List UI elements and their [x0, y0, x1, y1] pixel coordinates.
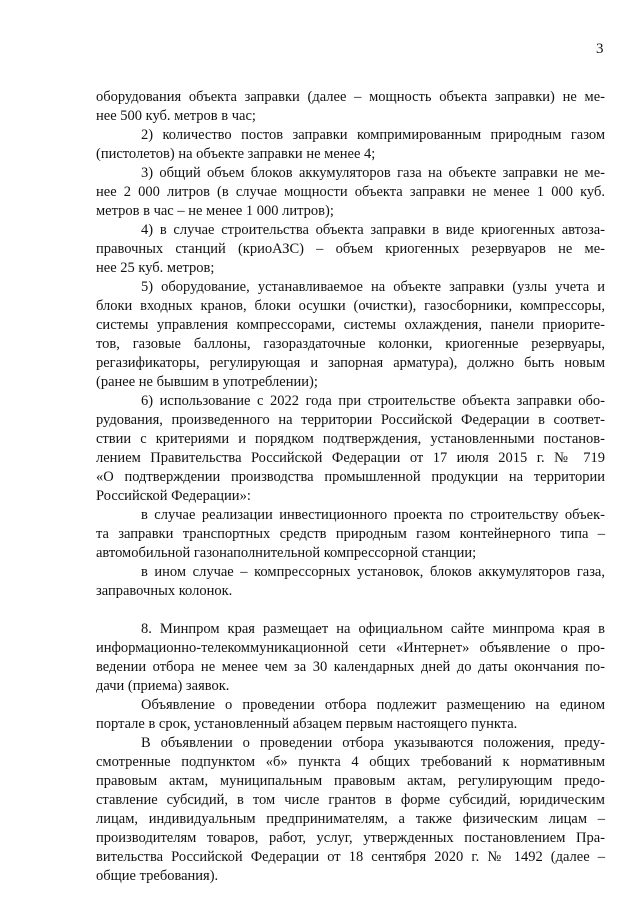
text-line: оборудования объекта заправки (далее – мощность объекта заправки) не ме-	[96, 89, 605, 105]
text-line: Российской Федерации»:	[96, 488, 251, 504]
text-line: Объявление о проведении отбора подлежит размещению на едином	[141, 697, 605, 713]
text-line: рудования, произведенного на территории Российской Федерации в соответ-	[96, 412, 605, 428]
page-number: 3	[596, 41, 604, 57]
text-line: 8. Минпром края размещает на официальном сайте минпрома края в	[141, 621, 605, 637]
text-line: лицам, индивидуальным предпринимателям, а также физическим лицам –	[96, 811, 605, 827]
text-line: 2) количество постов заправки компримированным природным газом	[141, 127, 605, 143]
text-line: 5) оборудование, устанавливаемое на объекте заправки (узлы учета и	[141, 279, 605, 295]
text-line: смотренные подпунктом «б» пункта 4 общих требований к нормативным	[96, 754, 605, 770]
text-line: (пистолетов) на объекте заправки не менее 4;	[96, 146, 376, 162]
text-line: 6) использование с 2022 года при строительстве объекта заправки обо-	[141, 393, 605, 409]
text-line: информационно-телекоммуникационной сети «Интернет» объявление о про-	[96, 640, 605, 656]
text-line: лением Правительства Российской Федерации от 17 июля 2015 г. № 719	[96, 450, 605, 466]
text-line: та заправки транспортных средств природным газом контейнерного типа –	[96, 526, 605, 542]
text-line: в ином случае – компрессорных установок, блоков аккумуляторов газа,	[141, 564, 605, 580]
text-line: ствии с критериями и порядком подтверждения, установленными постанов-	[96, 431, 605, 447]
text-line: вительства Российской Федерации от 18 сентября 2020 г. № 1492 (далее –	[96, 849, 605, 865]
text-line: дачи (приема) заявок.	[96, 678, 230, 694]
text-line: ведении отбора не менее чем за 30 календарных дней до даты окончания по-	[96, 659, 605, 675]
paragraph-gap	[96, 601, 605, 620]
text-line: 3) общий объем блоков аккумуляторов газа на объекте заправки не ме-	[141, 165, 605, 181]
text-line: общие требования).	[96, 868, 219, 884]
text-line: в случае реализации инвестиционного проекта по строительству объек-	[141, 507, 605, 523]
text-line: нее 2 000 литров (в случае мощности объекта заправки не менее 1 000 куб.	[96, 184, 605, 200]
text-line: системы управления компрессорами, системы охлаждения, панели приорите-	[96, 317, 605, 333]
text-line: нее 500 куб. метров в час;	[96, 108, 256, 124]
text-line: нее 25 куб. метров;	[96, 260, 215, 276]
text-line: ставление субсидий, в том числе грантов в форме субсидий, юридическим	[96, 792, 605, 808]
text-line: производителям товаров, работ, услуг, утвержденных постановлением Пра-	[96, 830, 605, 846]
text-line: автомобильной газонаполнительной компрессорной станции;	[96, 545, 477, 561]
text-line: правочных станций (криоАЗС) – объем криогенных резервуаров не ме-	[96, 241, 605, 257]
text-line: «О подтверждении производства промышленной продукции на территории	[96, 469, 605, 485]
document-body	[96, 88, 605, 886]
text-line: заправочных колонок.	[96, 583, 233, 599]
text-line: правовым актам, муниципальным правовым актам, регулирующим предо-	[96, 773, 605, 789]
text-line: метров в час – не менее 1 000 литров);	[96, 203, 334, 219]
text-line: 4) в случае строительства объекта заправки в виде криогенных автоза-	[141, 222, 605, 238]
text-line: регазификаторы, регулирующая и запорная арматура), должно быть новым	[96, 355, 605, 371]
text-line: В объявлении о проведении отбора указываются положения, преду-	[141, 735, 605, 751]
text-line: портале в срок, установленный абзацем первым настоящего пункта.	[96, 716, 518, 732]
text-line: (ранее не бывшим в употреблении);	[96, 374, 318, 390]
text-line: тов, газовые баллоны, газораздаточные колонки, криогенные резервуары,	[96, 336, 605, 352]
text-line: блоки входных кранов, блоки осушки (очистки), газосборники, компрессоры,	[96, 298, 605, 314]
